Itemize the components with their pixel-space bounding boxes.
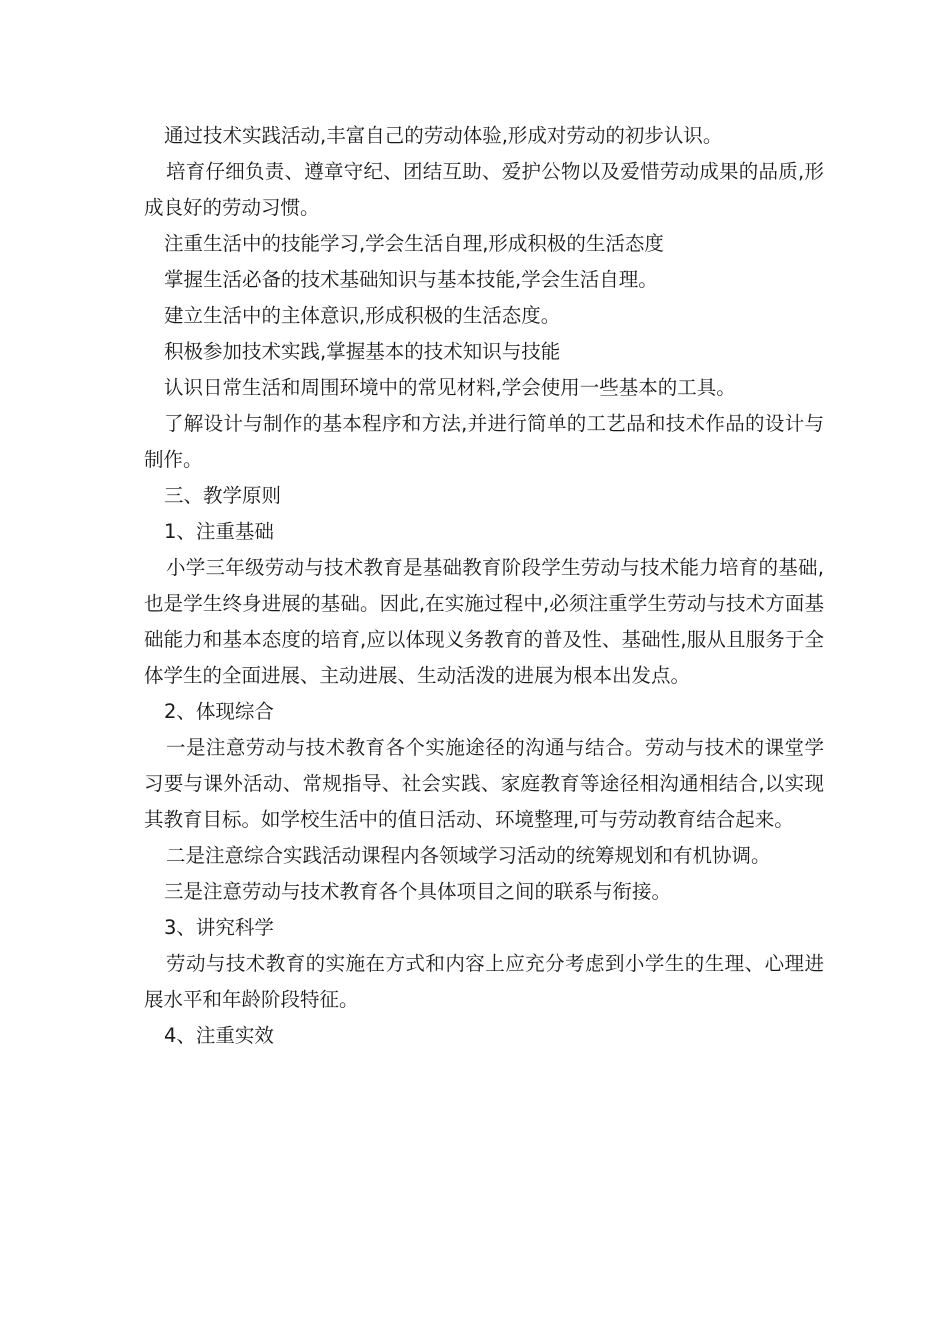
paragraph: 注重生活中的技能学习,学会生活自理,形成积极的生活态度 [164,232,664,255]
section-heading: 三、教学原则 [164,484,282,507]
paragraph: 三是注意劳动与技术教育各个具体项目之间的联系与衔接。 [164,880,672,903]
paragraph: 建立生活中的主体意识,形成积极的生活态度。 [164,304,561,327]
paragraph: 了解设计与制作的基本程序和方法,并进行简单的工艺品和技术作品的设计与制作。 [144,412,824,471]
paragraph: 通过技术实践活动,丰富自己的劳动体验,形成对劳动的初步认识。 [164,124,723,147]
document-body [144,118,824,1054]
principle-heading: 3、讲究科学 [164,916,274,939]
principle-heading: 1、注重基础 [164,520,274,543]
paragraph: 积极参加技术实践,掌握基本的技术知识与技能 [164,340,561,363]
paragraph: 小学三年级劳动与技术教育是基础教育阶段学生劳动与技术能力培育的基础,也是学生终身进展的基础。因此,在实施过程中,必须注重学生劳动与技术方面基础能力和基本态度的培育,应以体现义务教育的普及性、基础性,服从且服务于全体学生的全面进展、主动进展、生动活泼的进展为根本出发点。 [144,556,824,687]
paragraph: 认识日常生活和周围环境中的常见材料,学会使用一些基本的工具。 [164,376,736,399]
paragraph: 劳动与技术教育的实施在方式和内容上应充分考虑到小学生的生理、心理进展水平和年龄阶段特征。 [144,952,824,1011]
paragraph: 培育仔细负责、遵章守纪、团结互助、爱护公物以及爱惜劳动成果的品质,形成良好的劳动习惯。 [144,160,824,219]
paragraph: 二是注意综合实践活动课程内各领域学习活动的统筹规划和有机协调。 [166,844,771,867]
principle-heading: 4、注重实效 [164,1024,274,1047]
paragraph: 一是注意劳动与技术教育各个实施途径的沟通与结合。劳动与技术的课堂学习要与课外活动、常规指导、社会实践、家庭教育等途径相沟通相结合,以实现其教育目标。如学校生活中的值日活动、环境整理,可与劳动教育结合起来。 [144,736,824,831]
principle-heading: 2、体现综合 [164,700,274,723]
paragraph: 掌握生活必备的技术基础知识与基本技能,学会生活自理。 [164,268,658,291]
